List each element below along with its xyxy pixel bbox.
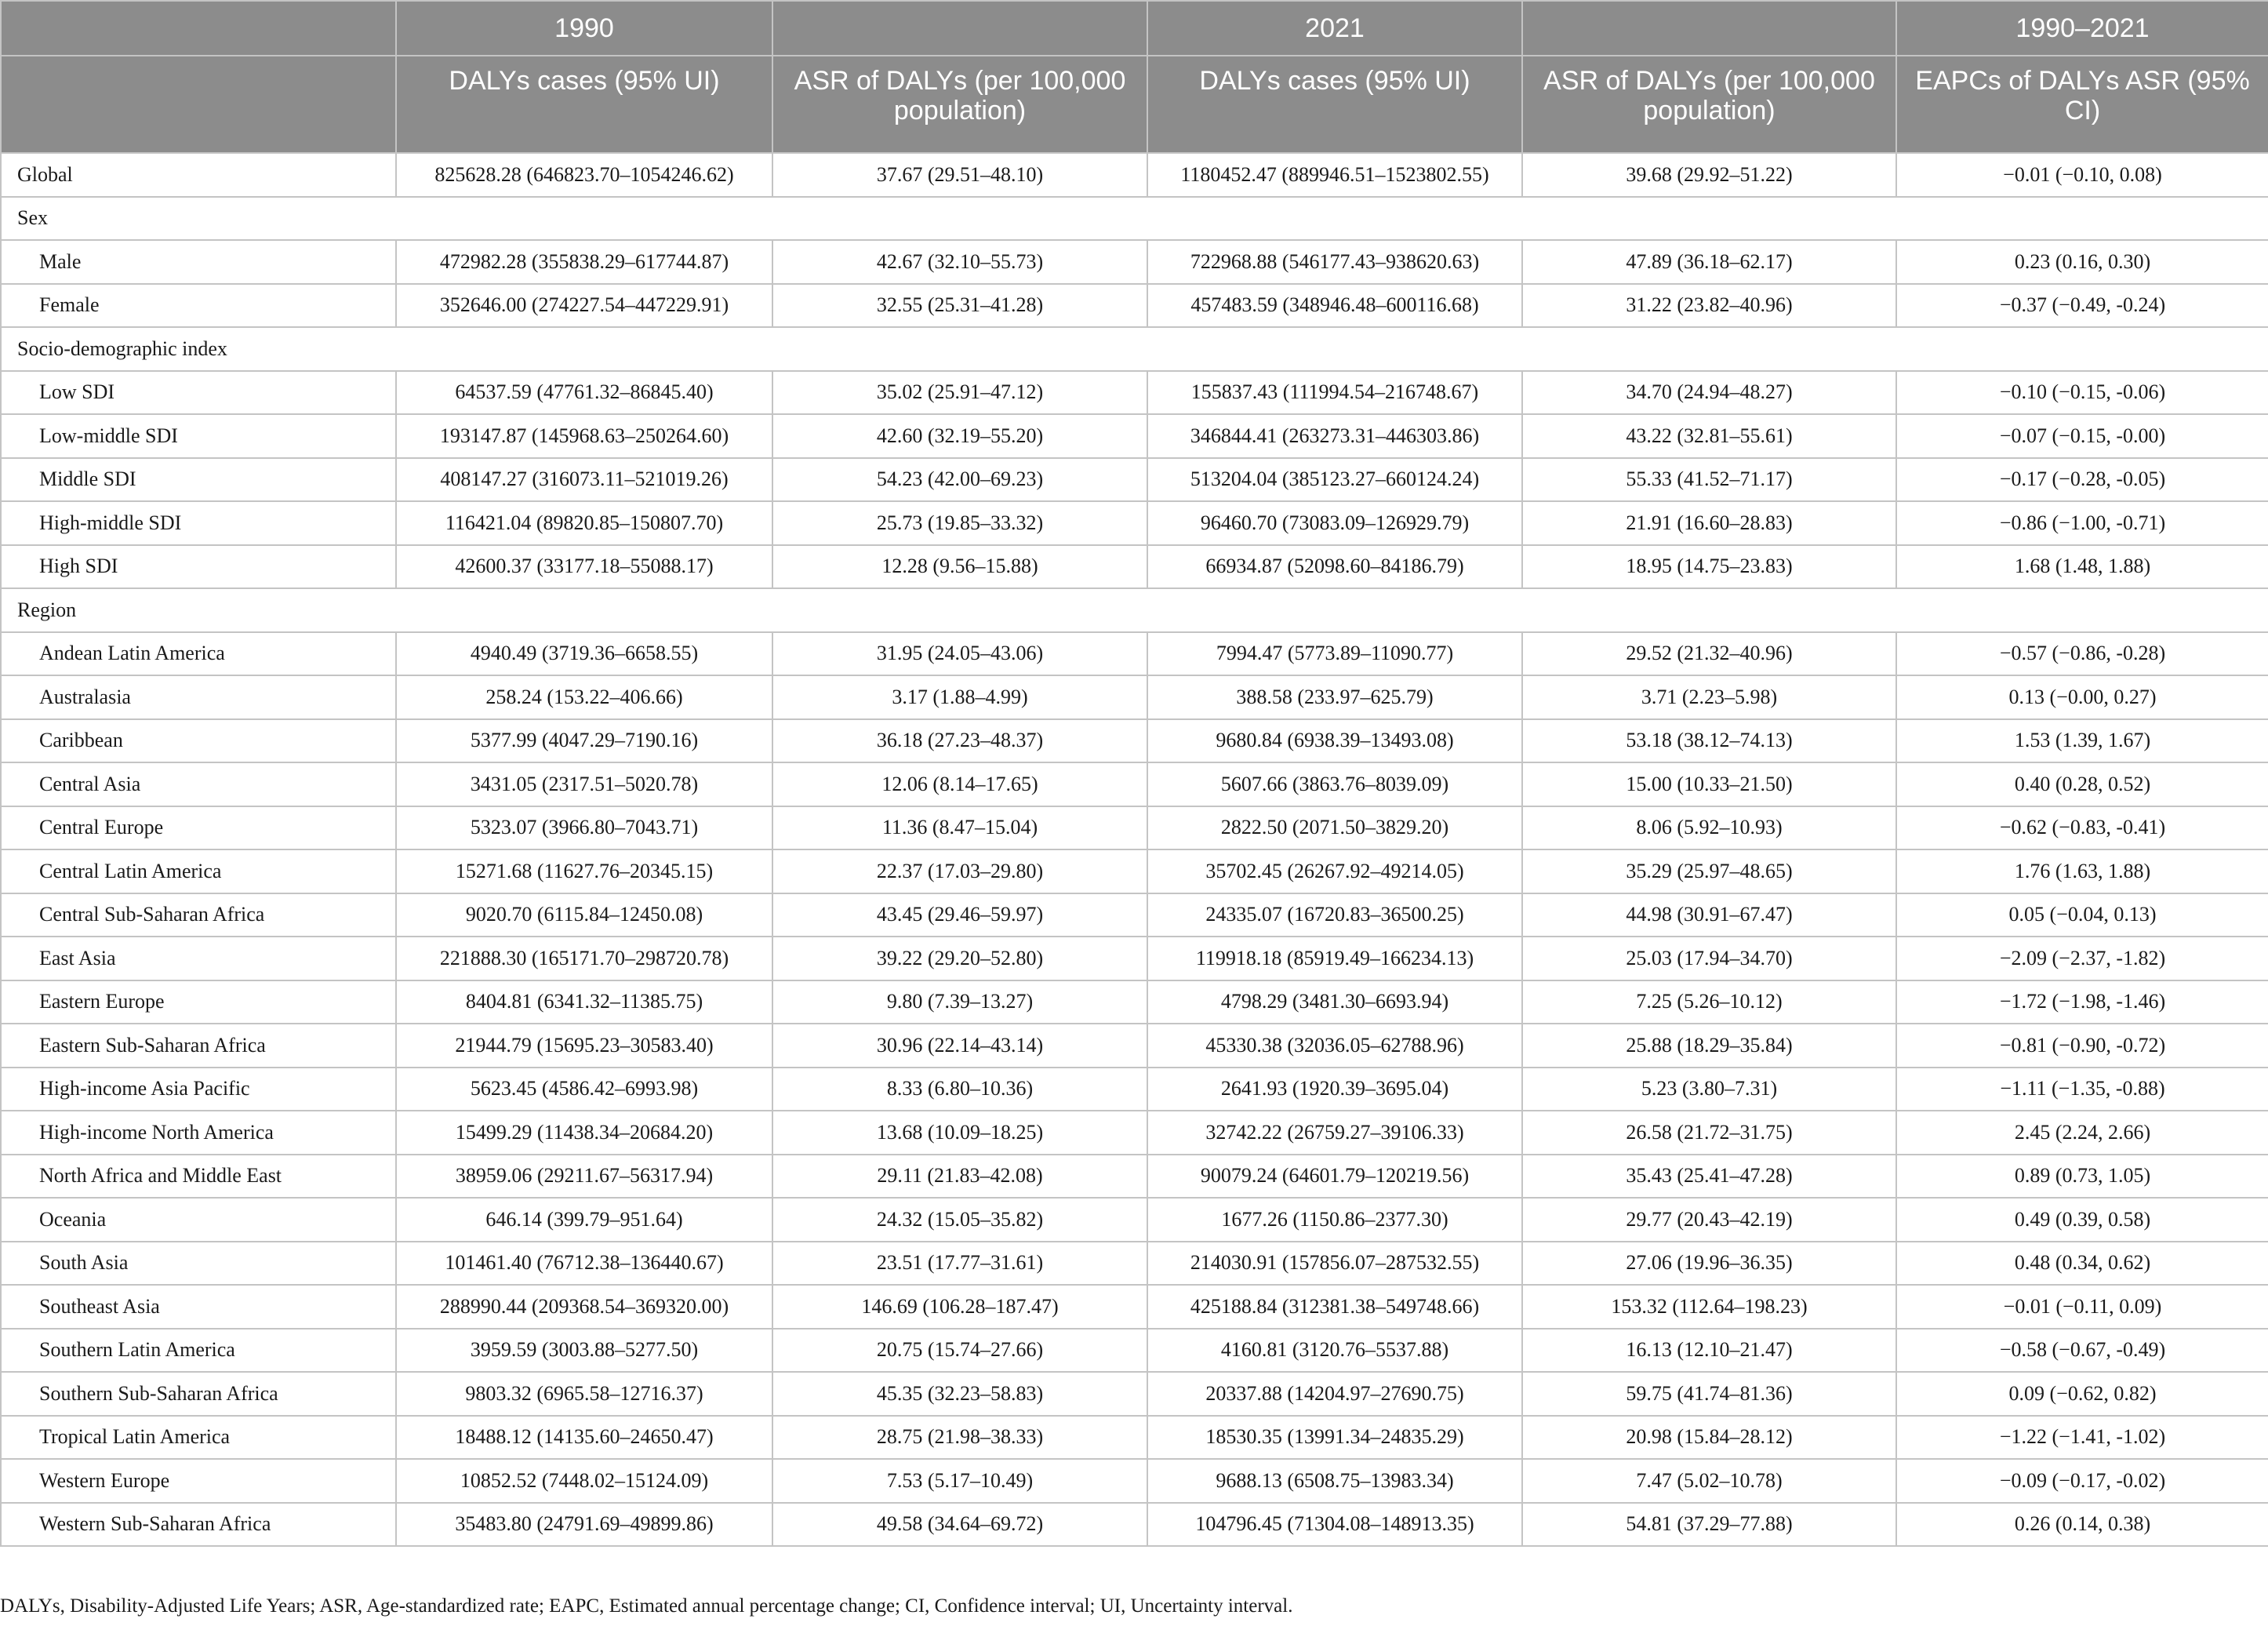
table-cell: 35702.45 (26267.92–49214.05) — [1147, 849, 1522, 893]
table-cell: 5323.07 (3966.80–7043.71) — [396, 806, 772, 850]
table-cell: 64537.59 (47761.32–86845.40) — [396, 371, 772, 415]
table-cell: 825628.28 (646823.70–1054246.62) — [396, 153, 772, 197]
table-cell: 146.69 (106.28–187.47) — [772, 1285, 1147, 1329]
table-cell: 34.70 (24.94–48.27) — [1522, 371, 1896, 415]
table-cell: 9688.13 (6508.75–13983.34) — [1147, 1459, 1522, 1503]
table-cell: 29.11 (21.83–42.08) — [772, 1155, 1147, 1199]
table-cell: 119918.18 (85919.49–166234.13) — [1147, 937, 1522, 980]
table-row — [1, 458, 2268, 502]
table-cell: 0.48 (0.34, 0.62) — [1896, 1242, 2268, 1286]
table-cell: 221888.30 (165171.70–298720.78) — [396, 937, 772, 980]
table-cell: 4940.49 (3719.36–6658.55) — [396, 632, 772, 676]
table-cell: 32.55 (25.31–41.28) — [772, 284, 1147, 328]
table-cell: −1.72 (−1.98, -1.46) — [1896, 980, 2268, 1024]
table-cell: 193147.87 (145968.63–250264.60) — [396, 414, 772, 458]
row-label: Low SDI — [1, 371, 396, 415]
row-label: Central Sub-Saharan Africa — [1, 893, 396, 937]
table-cell: 2822.50 (2071.50–3829.20) — [1147, 806, 1522, 850]
table-cell: 3.17 (1.88–4.99) — [772, 675, 1147, 719]
table-cell: 31.22 (23.82–40.96) — [1522, 284, 1896, 328]
row-label: High-middle SDI — [1, 501, 396, 545]
table-cell: 0.40 (0.28, 0.52) — [1896, 762, 2268, 806]
table-cell: 5623.45 (4586.42–6993.98) — [396, 1068, 772, 1111]
table-cell: −0.86 (−1.00, -0.71) — [1896, 501, 2268, 545]
table-row — [1, 545, 2268, 589]
row-label: Oceania — [1, 1198, 396, 1242]
table-cell: 36.18 (27.23–48.37) — [772, 719, 1147, 763]
table-cell: 22.37 (17.03–29.80) — [772, 849, 1147, 893]
table-row — [1, 153, 2268, 197]
table-cell: 27.06 (19.96–36.35) — [1522, 1242, 1896, 1286]
table-cell: −1.22 (−1.41, -1.02) — [1896, 1416, 2268, 1460]
table-row — [1, 1459, 2268, 1503]
header-col-label — [1, 56, 396, 153]
table-cell: −0.58 (−0.67, -0.49) — [1896, 1329, 2268, 1373]
table-cell: 7.47 (5.02–10.78) — [1522, 1459, 1896, 1503]
table-cell: 42600.37 (33177.18–55088.17) — [396, 545, 772, 589]
table-cell: 0.49 (0.39, 0.58) — [1896, 1198, 2268, 1242]
table-row — [1, 937, 2268, 980]
table-cell: 13.68 (10.09–18.25) — [772, 1111, 1147, 1155]
row-label: Eastern Sub-Saharan Africa — [1, 1024, 396, 1068]
table-cell: 30.96 (22.14–43.14) — [772, 1024, 1147, 1068]
table-cell: 3959.59 (3003.88–5277.50) — [396, 1329, 772, 1373]
row-label: High-income Asia Pacific — [1, 1068, 396, 1111]
section-row — [1, 588, 2268, 632]
table-cell: 9.80 (7.39–13.27) — [772, 980, 1147, 1024]
table-cell: 4160.81 (3120.76–5537.88) — [1147, 1329, 1522, 1373]
row-label: Australasia — [1, 675, 396, 719]
table-cell: 5.23 (3.80–7.31) — [1522, 1068, 1896, 1111]
table-row — [1, 762, 2268, 806]
table-cell: 388.58 (233.97–625.79) — [1147, 675, 1522, 719]
row-label: Low-middle SDI — [1, 414, 396, 458]
row-label: Central Europe — [1, 806, 396, 850]
table-cell: 9803.32 (6965.58–12716.37) — [396, 1372, 772, 1416]
table-cell: 28.75 (21.98–38.33) — [772, 1416, 1147, 1460]
row-label: Western Sub-Saharan Africa — [1, 1503, 396, 1547]
row-label: Southern Sub-Saharan Africa — [1, 1372, 396, 1416]
row-label: Global — [1, 153, 396, 197]
table-row — [1, 501, 2268, 545]
table-cell: 53.18 (38.12–74.13) — [1522, 719, 1896, 763]
table-cell: 155837.43 (111994.54–216748.67) — [1147, 371, 1522, 415]
table-cell: 1677.26 (1150.86–2377.30) — [1147, 1198, 1522, 1242]
table-cell: 425188.84 (312381.38–549748.66) — [1147, 1285, 1522, 1329]
table-cell: 35.02 (25.91–47.12) — [772, 371, 1147, 415]
table-row — [1, 893, 2268, 937]
table-cell: −0.10 (−0.15, -0.06) — [1896, 371, 2268, 415]
table-cell: 39.68 (29.92–51.22) — [1522, 153, 1896, 197]
table-row — [1, 1372, 2268, 1416]
table-cell: 352646.00 (274227.54–447229.91) — [396, 284, 772, 328]
table-row — [1, 1068, 2268, 1111]
row-label: Caribbean — [1, 719, 396, 763]
table-cell: 37.67 (29.51–48.10) — [772, 153, 1147, 197]
table-cell: 5377.99 (4047.29–7190.16) — [396, 719, 772, 763]
table-cell: −0.57 (−0.86, -0.28) — [1896, 632, 2268, 676]
table-cell: 9020.70 (6115.84–12450.08) — [396, 893, 772, 937]
table-row — [1, 1242, 2268, 1286]
header-col-dalys-1990: DALYs cases (95% UI) — [396, 56, 772, 153]
table-row — [1, 980, 2268, 1024]
table-cell: 2.45 (2.24, 2.66) — [1896, 1111, 2268, 1155]
table-cell: 42.60 (32.19–55.20) — [772, 414, 1147, 458]
row-label: Southeast Asia — [1, 1285, 396, 1329]
table-row — [1, 1416, 2268, 1460]
table-cell: 15499.29 (11438.34–20684.20) — [396, 1111, 772, 1155]
table-cell: −0.01 (−0.10, 0.08) — [1896, 153, 2268, 197]
table-cell: 7.53 (5.17–10.49) — [772, 1459, 1147, 1503]
table-row — [1, 849, 2268, 893]
header-col-asr-1990: ASR of DALYs (per 100,000 population) — [772, 56, 1147, 153]
row-label: High-income North America — [1, 1111, 396, 1155]
table-cell: −0.17 (−0.28, -0.05) — [1896, 458, 2268, 502]
table-row — [1, 806, 2268, 850]
table-cell: 18530.35 (13991.34–24835.29) — [1147, 1416, 1522, 1460]
row-label: Male — [1, 240, 396, 284]
table-cell: 1180452.47 (889946.51–1523802.55) — [1147, 153, 1522, 197]
table-cell: 0.13 (−0.00, 0.27) — [1896, 675, 2268, 719]
header-group-blank — [1, 1, 396, 56]
table-cell: 54.81 (37.29–77.88) — [1522, 1503, 1896, 1547]
table-cell: 12.06 (8.14–17.65) — [772, 762, 1147, 806]
table-row — [1, 414, 2268, 458]
table-row — [1, 1285, 2268, 1329]
table-cell: 0.05 (−0.04, 0.13) — [1896, 893, 2268, 937]
table-cell: 4798.29 (3481.30–6693.94) — [1147, 980, 1522, 1024]
table-row — [1, 1155, 2268, 1199]
table-cell: 35.43 (25.41–47.28) — [1522, 1155, 1896, 1199]
table-cell: 153.32 (112.64–198.23) — [1522, 1285, 1896, 1329]
table-cell: −0.01 (−0.11, 0.09) — [1896, 1285, 2268, 1329]
table-cell: 0.26 (0.14, 0.38) — [1896, 1503, 2268, 1547]
row-label: Andean Latin America — [1, 632, 396, 676]
table-cell: 43.22 (32.81–55.61) — [1522, 414, 1896, 458]
table-cell: 26.58 (21.72–31.75) — [1522, 1111, 1896, 1155]
table-cell: 116421.04 (89820.85–150807.70) — [396, 501, 772, 545]
table-cell: 54.23 (42.00–69.23) — [772, 458, 1147, 502]
table-cell: 646.14 (399.79–951.64) — [396, 1198, 772, 1242]
table-cell: 2641.93 (1920.39–3695.04) — [1147, 1068, 1522, 1111]
table-body — [1, 153, 2268, 1546]
table-cell: 5607.66 (3863.76–8039.09) — [1147, 762, 1522, 806]
table-cell: 25.03 (17.94–34.70) — [1522, 937, 1896, 980]
table-cell: 29.52 (21.32–40.96) — [1522, 632, 1896, 676]
table-cell: 8404.81 (6341.32–11385.75) — [396, 980, 772, 1024]
table-cell: 90079.24 (64601.79–120219.56) — [1147, 1155, 1522, 1199]
table-cell: 44.98 (30.91–67.47) — [1522, 893, 1896, 937]
table-cell: 214030.91 (157856.07–287532.55) — [1147, 1242, 1522, 1286]
table-cell: 59.75 (41.74–81.36) — [1522, 1372, 1896, 1416]
header-col-asr-2021: ASR of DALYs (per 100,000 population) — [1522, 56, 1896, 153]
table-cell: 10852.52 (7448.02–15124.09) — [396, 1459, 772, 1503]
table-row — [1, 284, 2268, 328]
table-cell: 0.09 (−0.62, 0.82) — [1896, 1372, 2268, 1416]
header-group-2021-blank — [1522, 1, 1896, 56]
table-row — [1, 675, 2268, 719]
table-cell: −2.09 (−2.37, -1.82) — [1896, 937, 2268, 980]
header-group-1990-2021: 1990–2021 — [1896, 1, 2268, 56]
table-cell: 32742.22 (26759.27–39106.33) — [1147, 1111, 1522, 1155]
header-col-dalys-2021: DALYs cases (95% UI) — [1147, 56, 1522, 153]
table-row — [1, 719, 2268, 763]
table-cell: 11.36 (8.47–15.04) — [772, 806, 1147, 850]
table-cell: 45.35 (32.23–58.83) — [772, 1372, 1147, 1416]
row-label: Tropical Latin America — [1, 1416, 396, 1460]
row-label: Central Latin America — [1, 849, 396, 893]
table-cell: −0.09 (−0.17, -0.02) — [1896, 1459, 2268, 1503]
table-cell: 18.95 (14.75–23.83) — [1522, 545, 1896, 589]
table-cell: 43.45 (29.46–59.97) — [772, 893, 1147, 937]
row-label: Middle SDI — [1, 458, 396, 502]
table-cell: 9680.84 (6938.39–13493.08) — [1147, 719, 1522, 763]
table-cell: 1.53 (1.39, 1.67) — [1896, 719, 2268, 763]
row-label: East Asia — [1, 937, 396, 980]
table-cell: 1.76 (1.63, 1.88) — [1896, 849, 2268, 893]
table-cell: 15271.68 (11627.76–20345.15) — [396, 849, 772, 893]
table-cell: 0.89 (0.73, 1.05) — [1896, 1155, 2268, 1199]
table-row — [1, 1024, 2268, 1068]
table-cell: 101461.40 (76712.38–136440.67) — [396, 1242, 772, 1286]
section-row — [1, 197, 2268, 241]
table-row — [1, 1329, 2268, 1373]
table-header — [1, 1, 2268, 153]
header-col-eapc: EAPCs of DALYs ASR (95% CI) — [1896, 56, 2268, 153]
table-cell: 38959.06 (29211.67–56317.94) — [396, 1155, 772, 1199]
table-cell: −0.07 (−0.15, -0.00) — [1896, 414, 2268, 458]
table-cell: 25.73 (19.85–33.32) — [772, 501, 1147, 545]
table-cell: 24.32 (15.05–35.82) — [772, 1198, 1147, 1242]
section-label: Region — [1, 588, 2268, 632]
table-footnote: DALYs, Disability-Adjusted Life Years; ASR, Age-standardized rate; EAPC, Estimated annual percentage change; CI, Confidence interval; UI, Uncertainty interval. — [0, 1595, 1293, 1617]
table-cell: 15.00 (10.33–21.50) — [1522, 762, 1896, 806]
table-cell: 258.24 (153.22–406.66) — [396, 675, 772, 719]
table-row — [1, 1111, 2268, 1155]
table-cell: −0.81 (−0.90, -0.72) — [1896, 1024, 2268, 1068]
table-cell: 42.67 (32.10–55.73) — [772, 240, 1147, 284]
table-cell: 3.71 (2.23–5.98) — [1522, 675, 1896, 719]
header-row-years — [1, 1, 2268, 56]
table-cell: 96460.70 (73083.09–126929.79) — [1147, 501, 1522, 545]
table-cell: 457483.59 (348946.48–600116.68) — [1147, 284, 1522, 328]
table-cell: 16.13 (12.10–21.47) — [1522, 1329, 1896, 1373]
table-row — [1, 1503, 2268, 1547]
section-row — [1, 327, 2268, 371]
table-cell: 35483.80 (24791.69–49899.86) — [396, 1503, 772, 1547]
table-row — [1, 1198, 2268, 1242]
table-cell: 346844.41 (263273.31–446303.86) — [1147, 414, 1522, 458]
row-label: Eastern Europe — [1, 980, 396, 1024]
row-label: Western Europe — [1, 1459, 396, 1503]
table-cell: −0.37 (−0.49, -0.24) — [1896, 284, 2268, 328]
table-cell: 18488.12 (14135.60–24650.47) — [396, 1416, 772, 1460]
section-label: Socio-demographic index — [1, 327, 2268, 371]
table-cell: 20.75 (15.74–27.66) — [772, 1329, 1147, 1373]
row-label: Female — [1, 284, 396, 328]
table-cell: 0.23 (0.16, 0.30) — [1896, 240, 2268, 284]
row-label: Southern Latin America — [1, 1329, 396, 1373]
table-cell: 35.29 (25.97–48.65) — [1522, 849, 1896, 893]
table-cell: 513204.04 (385123.27–660124.24) — [1147, 458, 1522, 502]
table-row — [1, 371, 2268, 415]
table-cell: 29.77 (20.43–42.19) — [1522, 1198, 1896, 1242]
table-cell: 8.06 (5.92–10.93) — [1522, 806, 1896, 850]
table-cell: 722968.88 (546177.43–938620.63) — [1147, 240, 1522, 284]
table-cell: 20.98 (15.84–28.12) — [1522, 1416, 1896, 1460]
table-cell: 66934.87 (52098.60–84186.79) — [1147, 545, 1522, 589]
table-cell: 45330.38 (32036.05–62788.96) — [1147, 1024, 1522, 1068]
row-label: South Asia — [1, 1242, 396, 1286]
table-cell: 25.88 (18.29–35.84) — [1522, 1024, 1896, 1068]
table-cell: 408147.27 (316073.11–521019.26) — [396, 458, 772, 502]
table-cell: 55.33 (41.52–71.17) — [1522, 458, 1896, 502]
table-cell: 472982.28 (355838.29–617744.87) — [396, 240, 772, 284]
table-cell: 24335.07 (16720.83–36500.25) — [1147, 893, 1522, 937]
table-row — [1, 632, 2268, 676]
row-label: Central Asia — [1, 762, 396, 806]
table-cell: 7.25 (5.26–10.12) — [1522, 980, 1896, 1024]
table-cell: 288990.44 (209368.54–369320.00) — [396, 1285, 772, 1329]
row-label: North Africa and Middle East — [1, 1155, 396, 1199]
table-cell: −0.62 (−0.83, -0.41) — [1896, 806, 2268, 850]
table-cell: 20337.88 (14204.97–27690.75) — [1147, 1372, 1522, 1416]
table-cell: 3431.05 (2317.51–5020.78) — [396, 762, 772, 806]
table-cell: 49.58 (34.64–69.72) — [772, 1503, 1147, 1547]
header-group-1990: 1990 — [396, 1, 772, 56]
table-cell: 23.51 (17.77–31.61) — [772, 1242, 1147, 1286]
table-row — [1, 240, 2268, 284]
header-group-1990-blank — [772, 1, 1147, 56]
header-row-columns — [1, 56, 2268, 153]
table-cell: 21.91 (16.60–28.83) — [1522, 501, 1896, 545]
table-cell: 8.33 (6.80–10.36) — [772, 1068, 1147, 1111]
table-cell: 104796.45 (71304.08–148913.35) — [1147, 1503, 1522, 1547]
table-cell: −1.11 (−1.35, -0.88) — [1896, 1068, 2268, 1111]
header-group-2021: 2021 — [1147, 1, 1522, 56]
section-label: Sex — [1, 197, 2268, 241]
table-cell: 31.95 (24.05–43.06) — [772, 632, 1147, 676]
table-cell: 21944.79 (15695.23–30583.40) — [396, 1024, 772, 1068]
table-cell: 12.28 (9.56–15.88) — [772, 545, 1147, 589]
table-cell: 1.68 (1.48, 1.88) — [1896, 545, 2268, 589]
table-cell: 39.22 (29.20–52.80) — [772, 937, 1147, 980]
table-cell: 47.89 (36.18–62.17) — [1522, 240, 1896, 284]
row-label: High SDI — [1, 545, 396, 589]
table-cell: 7994.47 (5773.89–11090.77) — [1147, 632, 1522, 676]
